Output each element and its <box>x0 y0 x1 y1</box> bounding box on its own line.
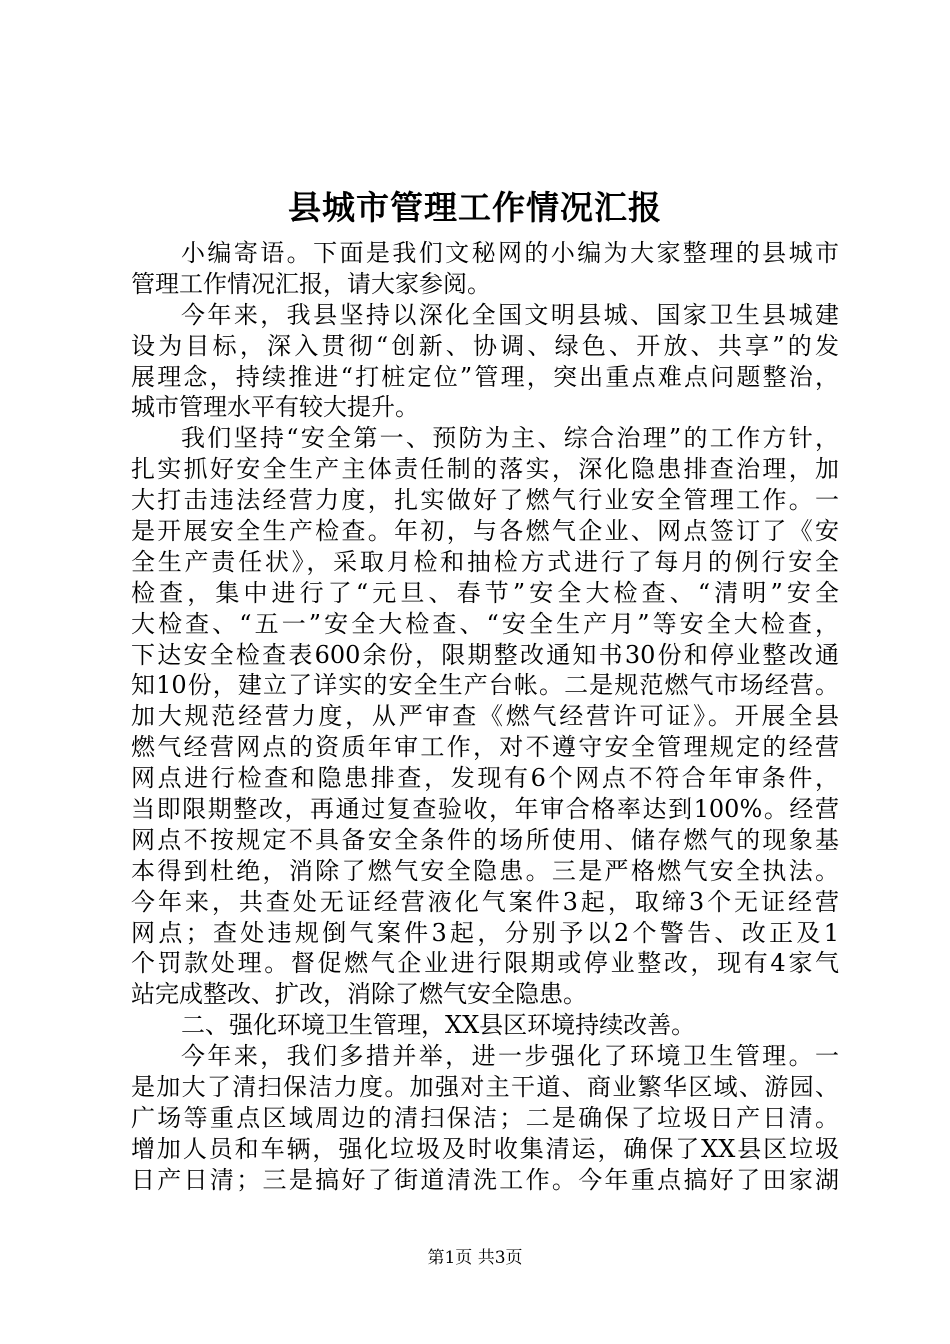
body-line: 今年来，我县坚持以深化全国文明县城、国家卫生县城建 <box>181 300 839 329</box>
body-line: 网点不按规定不具备安全条件的场所使用、储存燃气的现象基 <box>131 825 839 854</box>
body-line: 扎实抓好安全生产主体责任制的落实，深化隐患排查治理，加 <box>131 455 839 484</box>
body-line: 增加人员和车辆，强化垃圾及时收集清运，确保了XX县区垃圾 <box>131 1134 839 1163</box>
body-line: 城市管理水平有较大提升。 <box>131 393 419 422</box>
body-line: 燃气经营网点的资质年审工作，对不遵守安全管理规定的经营 <box>131 733 839 762</box>
body-line: 检查，集中进行了“元旦、春节”安全大检查、“清明”安全 <box>131 578 839 607</box>
body-line: 广场等重点区域周边的清扫保洁；二是确保了垃圾日产日清。 <box>131 1103 839 1132</box>
body-line: 加大规范经营力度，从严审查《燃气经营许可证》。开展全县 <box>131 702 839 731</box>
body-line: 下达安全检查表600余份，限期整改通知书30份和停业整改通 <box>131 640 839 669</box>
body-line: 今年来，共查处无证经营液化气案件3起，取缔3个无证经营 <box>131 887 839 916</box>
body-line: 是开展安全生产检查。年初，与各燃气企业、网点签订了《安 <box>131 517 839 546</box>
body-line: 个罚款处理。督促燃气企业进行限期或停业整改，现有4家气 <box>131 949 839 978</box>
section-heading: 二、强化环境卫生管理，XX县区环境持续改善。 <box>181 1011 696 1040</box>
body-line: 我们坚持“安全第一、预防为主、综合治理”的工作方针， <box>181 424 839 453</box>
body-line: 站完成整改、扩改，消除了燃气安全隐患。 <box>131 980 587 1009</box>
body-line: 小编寄语。下面是我们文秘网的小编为大家整理的县城市 <box>181 239 839 267</box>
body-line: 全生产责任状》，采取月检和抽检方式进行了每月的例行安全 <box>131 547 839 576</box>
page-number-footer: 第1页 共3页 <box>427 1248 523 1268</box>
body-line: 网点；查处违规倒气案件3起，分别予以2个警告、改正及1 <box>131 918 839 947</box>
body-line: 是加大了清扫保洁力度。加强对主干道、商业繁华区域、游园、 <box>131 1073 839 1102</box>
body-line: 管理工作情况汇报，请大家参阅。 <box>131 269 491 298</box>
document-title: 县城市管理工作情况汇报 <box>288 188 662 227</box>
body-line: 大打击违法经营力度，扎实做好了燃气行业安全管理工作。一 <box>131 486 839 515</box>
body-line: 展理念，持续推进“打桩定位”管理，突出重点难点问题整治， <box>131 362 839 391</box>
document-body <box>131 238 839 1196</box>
body-line: 设为目标，深入贯彻“创新、协调、绿色、开放、共享”的发 <box>131 331 839 360</box>
body-line: 当即限期整改，再通过复查验收，年审合格率达到100%。经营 <box>131 795 839 824</box>
body-line: 今年来，我们多措并举，进一步强化了环境卫生管理。一 <box>181 1042 839 1071</box>
body-line: 网点进行检查和隐患排查，发现有6个网点不符合年审条件， <box>131 764 839 793</box>
body-line: 本得到杜绝，消除了燃气安全隐患。三是严格燃气安全执法。 <box>131 856 839 885</box>
body-line: 大检查、“五一”安全大检查、“安全生产月”等安全大检查， <box>131 609 839 638</box>
body-line: 日产日清；三是搞好了街道清洗工作。今年重点搞好了田家湖 <box>131 1165 839 1194</box>
body-line: 知10份，建立了详实的安全生产台帐。二是规范燃气市场经营。 <box>131 671 839 700</box>
